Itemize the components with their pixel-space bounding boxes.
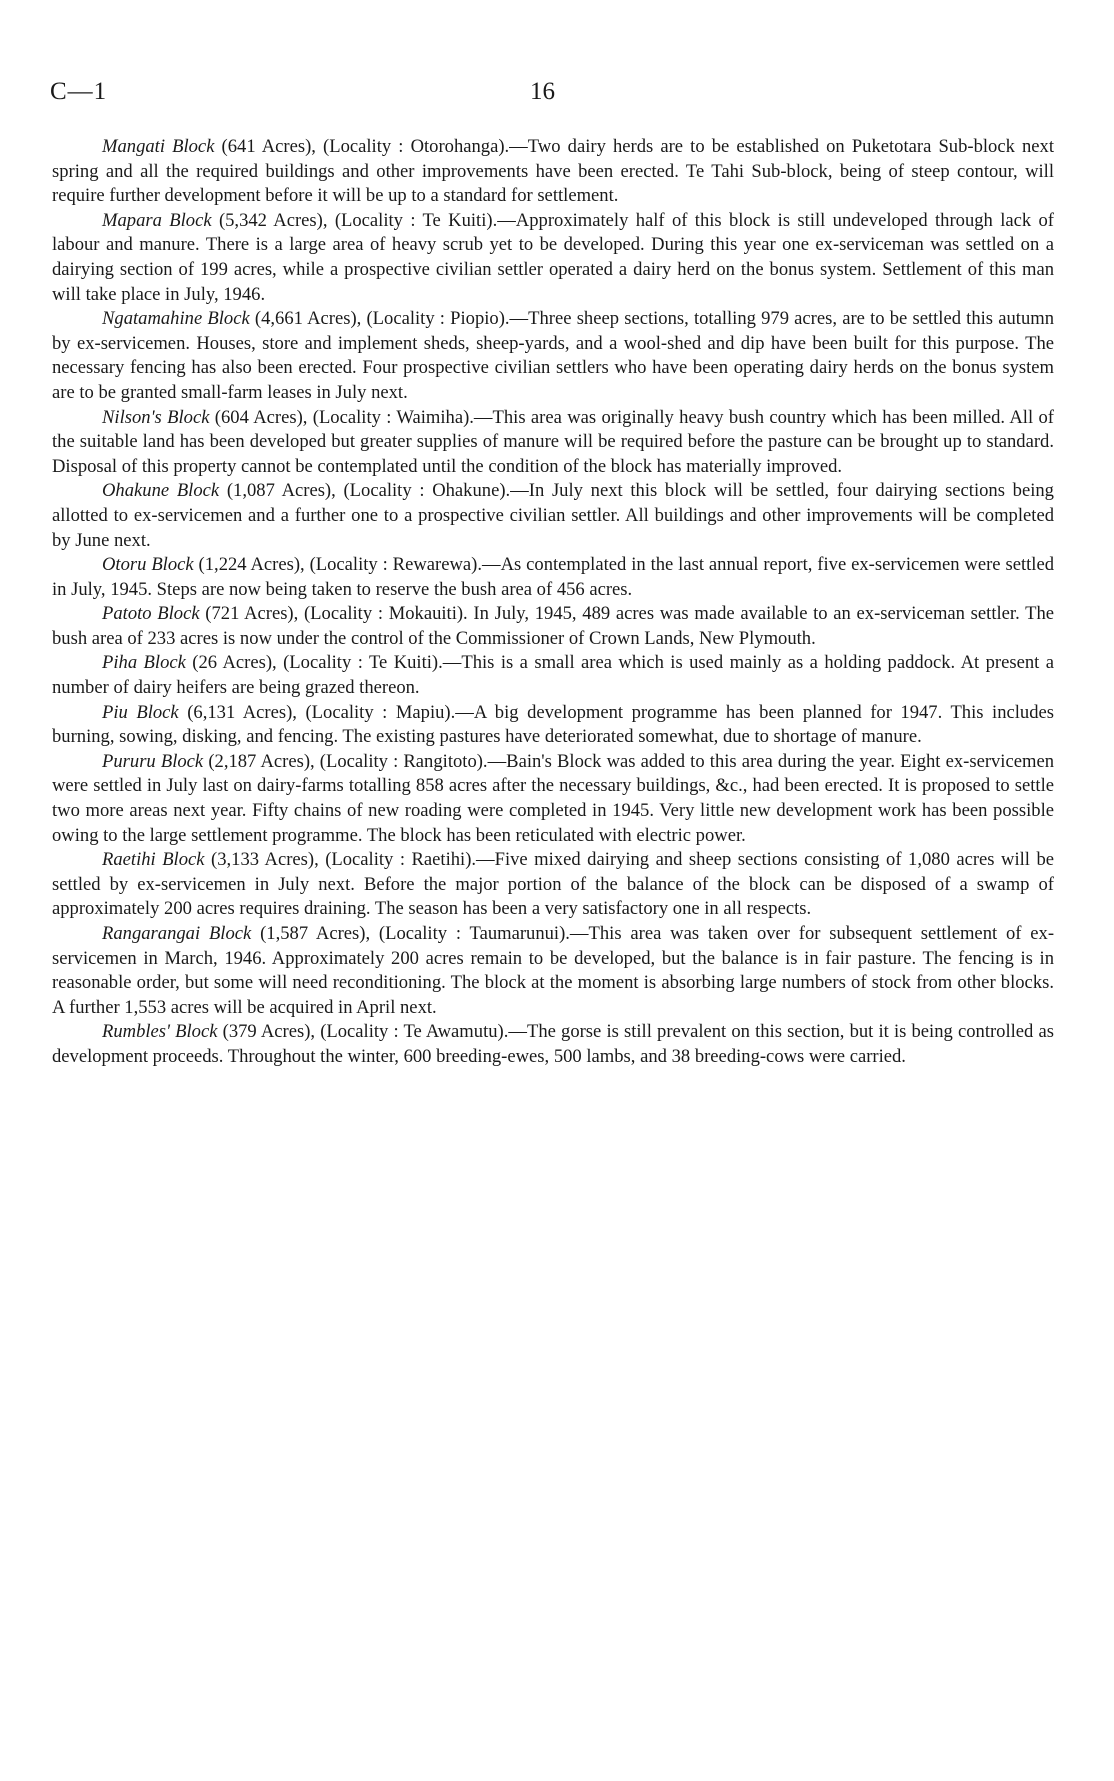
block-name: Ohakune Block [102,480,220,502]
paragraph-nilsons-block [52,406,1054,480]
paragraph-patoto-block [52,602,1054,651]
paragraph-piu-block [52,701,1054,750]
block-name: Piha Block [102,652,186,674]
paragraph-text: (604 Acres), (Locality : Waimiha).—This area was originally heavy bush country which has been milled. All of the suitable land has been developed but greater supplies of manure will be required before the pasture can be brought up to standard. Disposal of this property cannot be contemplated until the condition of the block has materially improved. [52,406,1054,477]
paragraph-text: (379 Acres), (Locality : Te Awamutu).—The gorse is still prevalent on this section, but it is being controlled as development proceeds. Throughout the winter, 600 breeding-ewes, 500 lambs, and 38 breeding-cows were carried. [52,1021,1054,1067]
block-name: Mapara Block [102,209,212,231]
page-number: 16 [530,78,555,105]
paragraph-mangati-block [52,135,1054,209]
paragraph-text: (4,661 Acres), (Locality : Piopio).—Three sheep sections, totalling 979 acres, are to be settled this autumn by ex-servicemen. Houses, store and implement sheds, sheep-yards, and a wool-shed and dip have been built for this purpose. The necessary fencing has also been erected. Four prospective civilian settlers who have been operating dairy herds on the bonus system are to be granted small-farm leases in July next. [52,308,1055,403]
block-name: Nilson's Block [102,406,210,428]
block-name: Mangati Block [102,136,215,157]
paragraph-pururu-block [52,750,1054,848]
paragraph-mapara-block [52,209,1054,307]
block-name: Rangarangai Block [102,923,252,944]
block-name: Otoru Block [102,554,194,576]
block-name: Pururu Block [102,750,204,772]
document-reference: C—1 [50,78,108,105]
block-name: Raetihi Block [102,849,205,871]
block-name: Patoto Block [102,603,200,625]
paragraph-text: (5,342 Acres), (Locality : Te Kuiti).—Approximately half of this block is still undeveloped through lack of labour and manure. There is a large area of heavy scrub yet to be developed. During this year one ex-serviceman was settled on a dairying section of 199 acres, while a prospective civilian settler operated a dairy herd on the bonus system. Settlement of this man will take place in July, 1946. [52,209,1054,305]
paragraph-text: (1,224 Acres), (Locality : Rewarewa).—As contemplated in the last annual report, five ex-servicemen were settled in July, 1945. Steps are now being taken to reserve the bush area of 456 acres. [52,554,1054,600]
paragraph-text: (2,187 Acres), (Locality : Rangitoto).—Bain's Block was added to this area during the year. Eight ex-servicemen were settled in July last on dairy-farms totalling 858 acres after the necessary buildings, &c., had been erected. It is proposed to settle two more areas next year. Fifty chains of new roading were completed in 1945. Very little new development work has been possible owing to the large settlement programme. The block has been reticulated with electric power. [52,750,1054,846]
paragraph-rumbles-block [52,1020,1054,1069]
paragraph-ohakune-block [52,479,1054,553]
block-name: Ngatamahine Block [102,308,250,330]
paragraph-otoru-block [52,553,1054,602]
paragraph-text: (721 Acres), (Locality : Mokauiti). In July, 1945, 489 acres was made available to an ex-serviceman settler. The bush area of 233 acres is now under the control of the Commissioner of Crown Lands, New Plymouth. [52,603,1054,649]
block-name: Piu Block [102,701,179,723]
paragraph-text: (641 Acres), (Locality : Otorohanga).—Two dairy herds are to be established on Puketotara Sub-block next spring and all the required buildings and other improvements have been erected. Te Tahi Sub-block, being of steep contour, will require further development before it will be up to a standard for settlement. [52,136,1055,207]
paragraph-piha-block [52,651,1054,700]
paragraph-text: (3,133 Acres), (Locality : Raetihi).—Five mixed dairying and sheep sections consisting of 1,080 acres will be settled by ex-servicemen in July next. Before the major portion of the balance of the block can be disposed of a swamp of approximately 200 acres requires draining. The season has been a very satisfactory one in all respects. [52,849,1054,920]
paragraph-raetihi-block [52,848,1054,922]
paragraph-text: (6,131 Acres), (Locality : Mapiu).—A big development programme has been planned for 1947. This includes burning, sowing, disking, and fencing. The existing pastures have deteriorated somewhat, due to shortage of manure. [52,701,1055,748]
block-name: Rumbles' Block [102,1021,218,1043]
page-header [50,78,1060,108]
paragraph-text: (1,087 Acres), (Locality : Ohakune).—In July next this block will be settled, four dairying sections being allotted to ex-servicemen and a further one to a prospective civilian settler. All buildings and other improvements will be completed by June next. [52,480,1054,551]
paragraph-rangarangai-block [52,922,1054,1020]
paragraph-ngatamahine-block [52,307,1054,405]
paragraph-text: (26 Acres), (Locality : Te Kuiti).—This is a small area which is used mainly as a holding paddock. At present a number of dairy heifers are being grazed thereon. [52,652,1054,699]
report-body [52,135,1054,1070]
paragraph-text: (1,587 Acres), (Locality : Taumarunui).—This area was taken over for subsequent settlement of ex-servicemen in March, 1946. Approximately 200 acres remain to be developed, but the balance is in fair pasture. The fencing is in reasonable order, but some will need reconditioning. The block at the moment is absorbing large numbers of stock from other blocks. A further 1,553 acres will be acquired in April next. [52,923,1055,1018]
